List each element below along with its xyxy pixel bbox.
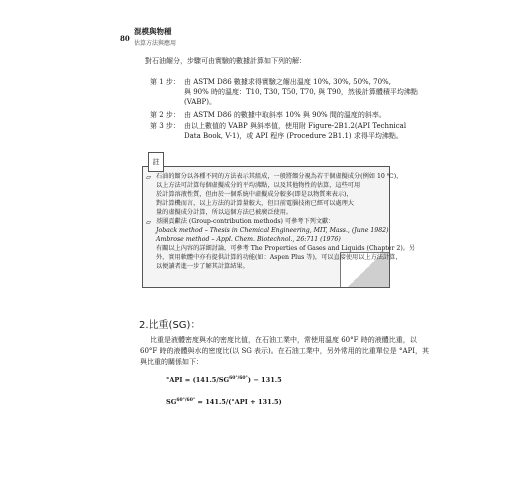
note-line: 外，實用軟體中亦有提供計算的功能(如：Aspen Plus 等)，可以直接使用以上方法計算， — [156, 254, 402, 261]
intro-paragraph: 對石油餾分，步驟可由實驗的數據計算如下列的解： — [145, 57, 306, 65]
step-1-line-3: (VABP)。 — [184, 98, 216, 106]
note-tab: 註 — [148, 152, 164, 172]
api-equation: $^\circ API = (141.5/SG^{60^\circ/60^\circ}) - 131.5$ — [166, 376, 282, 385]
note-line: 有關以上內容的詳細討論，可參考 The Properties of Gases and Liquids (Chapter 2)。另 — [156, 245, 416, 252]
note-line: 對計算機而言，以上方法的計算量較大，但目前電腦技術已經可以處理大 — [156, 200, 354, 207]
section-heading: 2.比重(SG)： — [139, 320, 201, 331]
note-line: 於計算溶液性質，但由於一個系統中虛擬成分較多(即是以物質來表示)， — [156, 191, 353, 198]
note-line: 量的虛擬成分計算，所以這個方法已被廣泛使用。 — [156, 209, 293, 216]
note-line: Ambrose method – Appl. Chem. Biotechnol., 26:711 (1976) — [156, 236, 341, 243]
bullet-icon: ▱ — [146, 218, 151, 226]
page-number: 80 — [120, 34, 130, 43]
step-1-line-1: 由 ASTM D86 數據求得實驗之餾出溫度 10%, 30%, 50%, 70%, — [184, 78, 391, 86]
step-1-label: 第 1 步： — [150, 78, 180, 86]
section-body-line: 與比重的關係如下： — [140, 358, 203, 366]
note-line: 基團貢獻法 (Group-contribution methods) 可參考下列文獻： — [156, 218, 335, 225]
step-3-line-2: Data Book, V-1)，或 API 程序 (Procedure 2B1.1) 求得平均沸點。 — [184, 132, 403, 140]
note-line: 石油的餾分以各種不同的方法表示其組成，一般將餾分視為若干個虛擬成分(例如 10 ℃)， — [156, 173, 403, 180]
step-3-line-1: 由以上數值的 VABP 與斜率值，使用附 Figure-2B1.2(API Technical — [184, 122, 407, 130]
book-title: 混模與物種 — [134, 27, 172, 36]
step-2-line-1: 由 ASTM D86 的數據中取斜率 10% 與 90% 間的溫度的斜率。 — [184, 111, 386, 119]
book-subtitle: 估算方法與應用 — [134, 40, 177, 47]
note-line: 以上方法可計算每個虛擬成分的平均沸點，以及其他物性的估算，這些可用 — [156, 182, 361, 189]
step-3-label: 第 3 步： — [150, 122, 180, 130]
bullet-icon: ▱ — [146, 173, 151, 181]
sg-equation: $SG^{60^\circ/60^\circ} = 141.5/(^\circ API + 131.5)$ — [166, 398, 282, 407]
section-body-line: 60°F 時的液體與水的密度比(以 SG 表示)。在石油工業中，另外常用的比重單位是 °API，其 — [140, 347, 430, 355]
section-body-line: 比重是液體密度與水的密度比值，在石油工業中，常使用溫度 60°F 時的液體比重，以 — [150, 336, 417, 344]
step-2-label: 第 2 步： — [150, 111, 180, 119]
step-1-line-2: 與 90% 時的溫度：T10, T30, T50, T70, 與 T90，然後計算體積平均沸點 — [184, 88, 418, 96]
note-line: Joback method – Thesis in Chemical Engineering, MIT, Mass., (June 1982) — [156, 227, 389, 234]
note-line: 以便讀者進一步了解其計算結果。 — [156, 263, 249, 270]
